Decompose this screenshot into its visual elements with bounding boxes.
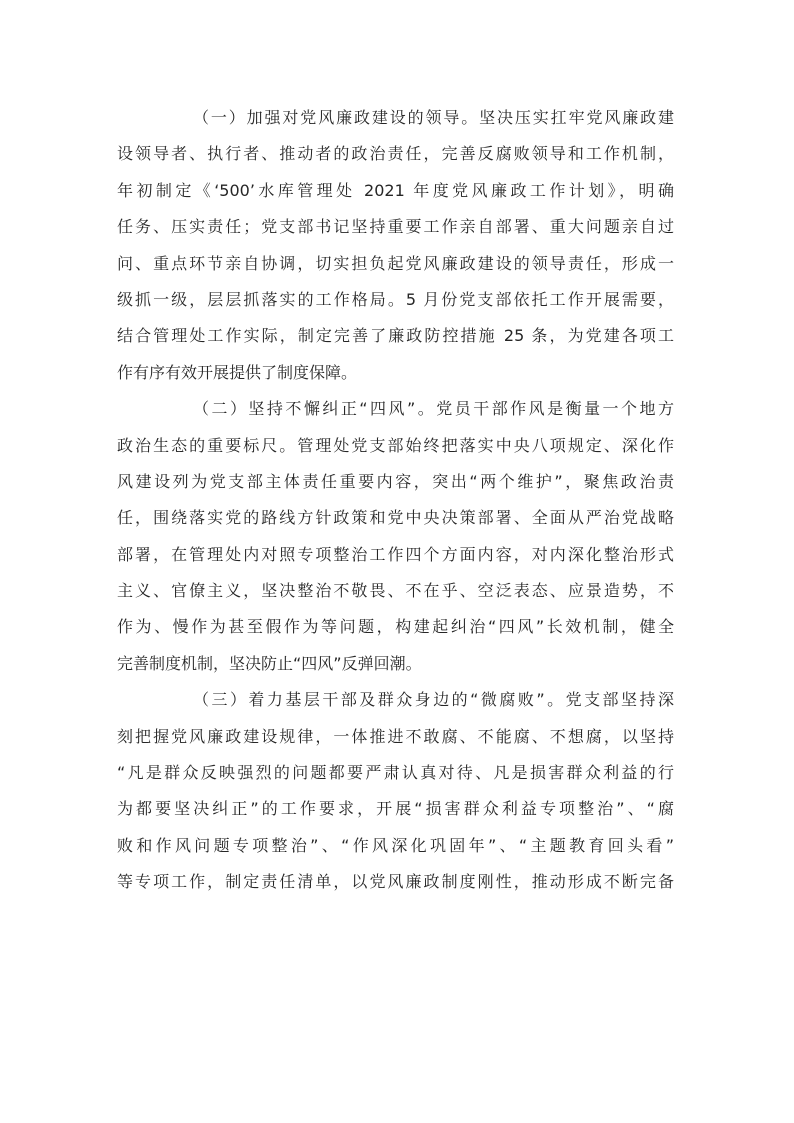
text-line: 结合管理处工作实际，制定完善了廉政防控措施 25 条，为党建各项工 [117, 326, 674, 346]
paragraph-leadership [117, 100, 674, 391]
text-line: 年初制定《‘500’水库管理处 2021 年度党风廉政工作计划》，明确 [117, 180, 674, 200]
paragraph-four-winds [117, 391, 674, 682]
text-line: 完善制度机制，坚决防止“四风”反弹回潮。 [117, 653, 422, 673]
text-line: 任，围绕落实党的路线方针政策和党中央决策部署、全面从严治党战略 [117, 508, 674, 528]
paragraph-micro-corruption [117, 682, 674, 900]
text-line: （三）着力基层干部及群众身边的“微腐败”。党支部坚持深 [193, 690, 674, 710]
text-line: 等专项工作，制定责任清单，以党风廉政制度刚性，推动形成不断完备 [117, 872, 674, 892]
text-line: （一）加强对党风廉政建设的领导。坚决压实扛牢党风廉政建 [193, 108, 674, 127]
text-line: 政治生态的重要标尺。管理处党支部始终把落实中央八项规定、深化作 [117, 435, 674, 455]
text-line: 作为、慢作为甚至假作为等问题，构建起纠治“四风”长效机制，健全 [117, 617, 674, 637]
text-line: 主义、官僚主义，坚决整治不敬畏、不在乎、空泛表态、应景造势，不 [117, 581, 674, 601]
text-line: 刻把握党风廉政建设规律，一体推进不敢腐、不能腐、不想腐，以坚持 [117, 726, 674, 746]
text-line: 任务、压实责任；党支部书记坚持重要工作亲自部署、重大问题亲自过 [117, 217, 674, 237]
text-line: 风建设列为党支部主体责任重要内容，突出“两个维护”，聚焦政治责 [117, 471, 674, 491]
text-line: 问、重点环节亲自协调，切实担负起党风廉政建设的领导责任，形成一 [117, 253, 674, 273]
text-line: 部署，在管理处内对照专项整治工作四个方面内容，对内深化整治形式 [117, 544, 674, 564]
text-line: 为都要坚决纠正”的工作要求，开展“损害群众利益专项整治”、“腐 [117, 799, 674, 819]
document-body [117, 100, 674, 901]
text-line: 败和作风问题专项整治”、“作风深化巩固年”、“主题教育回头看” [117, 835, 674, 855]
text-line: 设领导者、执行者、推动者的政治责任，完善反腐败领导和工作机制， [117, 144, 674, 164]
text-line: 作有序有效开展提供了制度保障。 [117, 362, 358, 382]
text-line: 级抓一级，层层抓落实的工作格局。5 月份党支部依托工作开展需要， [117, 289, 674, 309]
text-line: “凡是群众反映强烈的问题都要严肃认真对待、凡是损害群众利益的行 [117, 763, 674, 783]
text-line: （二）坚持不懈纠正“四风”。党员干部作风是衡量一个地方 [193, 399, 674, 419]
